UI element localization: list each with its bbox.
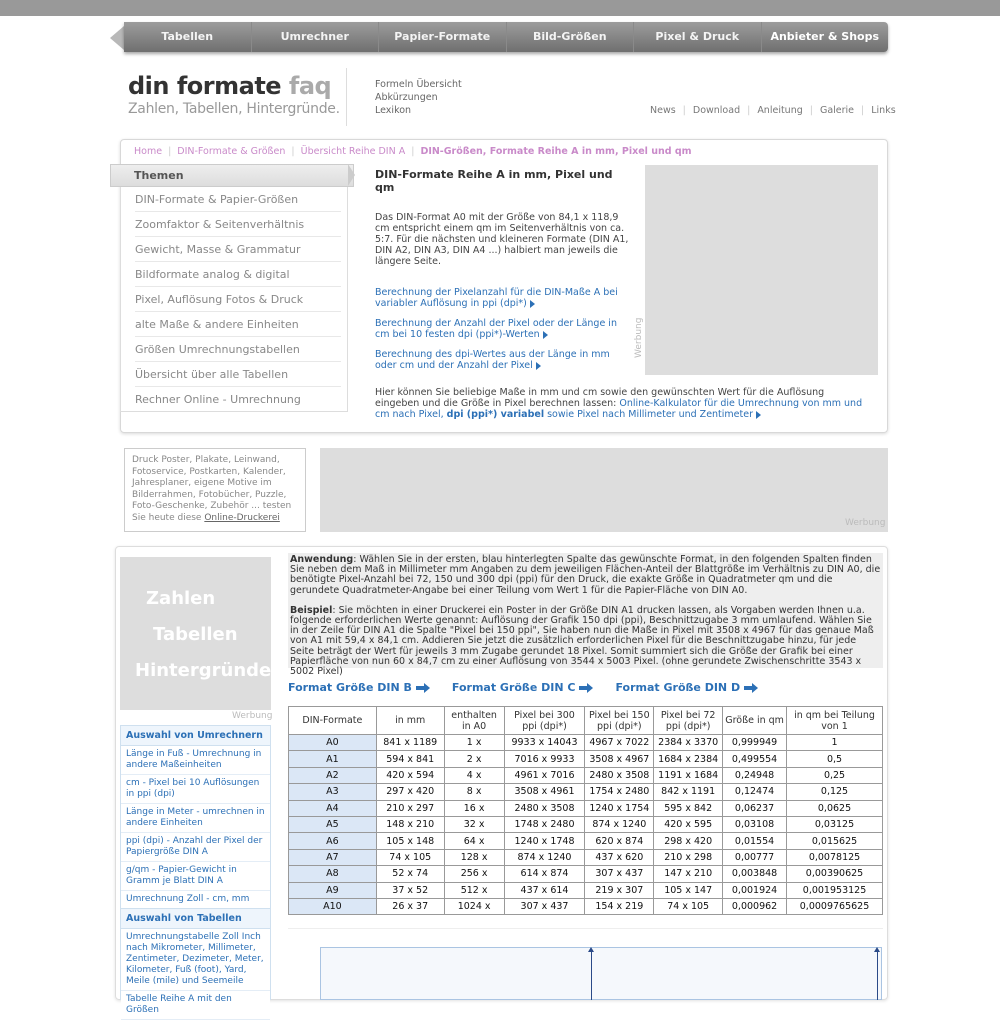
calc-link[interactable]: Online-Kalkulator für die Umrechnung von mm und cm nach Pixel, (375, 398, 863, 420)
table-cell: 74 x 105 (376, 849, 444, 865)
calc-link-2[interactable]: sowie Pixel nach Millimeter und Zentimeter (547, 409, 753, 420)
format-cell[interactable]: A0 (289, 735, 377, 751)
table-cell: 297 x 420 (376, 784, 444, 800)
table-cell: 1024 x (444, 898, 504, 914)
format-cell[interactable]: A9 (289, 882, 377, 898)
table-cell: 0,001924 (723, 882, 787, 898)
table-cell: 4961 x 7016 (504, 767, 585, 783)
example-label: Beispiel (290, 604, 333, 616)
table-cell: 3508 x 4967 (585, 751, 654, 767)
logo-divider (346, 68, 347, 126)
table-cell: 2480 x 3508 (585, 767, 654, 783)
din-a-table (288, 706, 883, 915)
utility-links: News | Download | Anleitung | Galerie | Links (650, 105, 896, 116)
converter-link[interactable]: Länge in Meter - umrechnen in andere Einheiten (121, 804, 270, 833)
link-format-din-b-text: Format Größe DIN B (288, 681, 412, 694)
table-cell: 874 x 1240 (585, 816, 654, 832)
table-cell: 210 x 297 (376, 800, 444, 816)
table-cell: 437 x 614 (504, 882, 585, 898)
link-lexikon[interactable]: Lexikon (375, 105, 412, 116)
col-300ppi: Pixel bei 300 ppi (dpi*) (504, 707, 585, 735)
table-cell: 32 x (444, 816, 504, 832)
table-cell: 147 x 210 (654, 866, 723, 882)
table-cell: 1754 x 2480 (585, 784, 654, 800)
converter-link[interactable]: cm - Pixel bei 10 Auflösungen in ppi (dpi) (121, 775, 270, 804)
table-cell: 3508 x 4961 (504, 784, 585, 800)
link-pixelanzahl[interactable] (375, 287, 630, 309)
format-cell[interactable]: A5 (289, 816, 377, 832)
format-cell[interactable]: A8 (289, 866, 377, 882)
themes-arrow-icon (348, 164, 355, 186)
ad-box-right[interactable] (645, 165, 878, 375)
link-format-din-d-text: Format Größe DIN D (615, 681, 741, 694)
main-navigation (110, 22, 890, 54)
separator-line (288, 928, 883, 929)
col-din-formate: DIN-Formate (289, 707, 377, 735)
col-enthalten: enthalten in A0 (444, 707, 504, 735)
converter-box-title: Auswahl von Umrechnern (121, 726, 270, 746)
table-cell: 0,00777 (723, 849, 787, 865)
link-download[interactable]: Download (692, 105, 741, 116)
table-cell: 210 x 298 (654, 849, 723, 865)
col-mm: in mm (376, 707, 444, 735)
table-row (289, 767, 883, 783)
table-cell: 614 x 874 (504, 866, 585, 882)
table-cell: 37 x 52 (376, 882, 444, 898)
top-links (375, 78, 462, 117)
table-row (289, 866, 883, 882)
table-row (289, 898, 883, 914)
table-cell: 74 x 105 (654, 898, 723, 914)
promo-line: Zahlen (146, 588, 216, 609)
table-cell: 154 x 219 (585, 898, 654, 914)
table-row (289, 816, 883, 832)
diagram-line (877, 950, 878, 1000)
format-cell[interactable]: A1 (289, 751, 377, 767)
print-ad-body: Druck Poster, Plakate, Leinwand, Fotoservice, Postkarten, Kalender, Jahresplaner, eigene Motive im Bilderrahmen, Fotobücher, Puzzle, Foto-Geschenke, Zubehör ... testen Sie heute diese (132, 455, 292, 523)
logo-title: din formate (128, 72, 289, 100)
table-cell: 0,00390625 (787, 866, 883, 882)
themes-list (120, 187, 348, 412)
table-cell: 0,24948 (723, 767, 787, 783)
table-cell: 1748 x 2480 (504, 816, 585, 832)
table-cell: 0,0009765625 (787, 898, 883, 914)
breadcrumb-current: DIN-Größen, Formate Reihe A in mm, Pixel und qm (420, 146, 692, 157)
table-cell: 0,5 (787, 751, 883, 767)
table-cell: 1684 x 2384 (654, 751, 723, 767)
table-cell: 16 x (444, 800, 504, 816)
table-cell: 0,03108 (723, 816, 787, 832)
ad-label: Werbung (634, 317, 644, 358)
themes-heading: Themen (110, 164, 354, 187)
table-cell: 2 x (444, 751, 504, 767)
link-formeln[interactable]: Formeln Übersicht (375, 79, 462, 90)
col-72ppi: Pixel bei 72 ppi (dpi*) (654, 707, 723, 735)
theme-item[interactable]: Übersicht über alle Tabellen (135, 362, 341, 387)
theme-item[interactable]: DIN-Formate & Papier-Größen (135, 187, 341, 212)
diagram-line (591, 950, 592, 1000)
table-cell: 874 x 1240 (504, 849, 585, 865)
table-cell: 0,999949 (723, 735, 787, 751)
link-anzahl-pixel-text: Berechnung der Anzahl der Pixel oder der Länge in cm bei 10 festen dpi (ppi*)-Werten (375, 318, 617, 340)
table-cell: 298 x 420 (654, 833, 723, 849)
link-format-din-d[interactable] (615, 681, 758, 694)
table-row (289, 882, 883, 898)
promo-line: Tabellen (153, 624, 238, 645)
site-logo[interactable] (128, 72, 340, 117)
table-cell: 0,25 (787, 767, 883, 783)
triangle-right-icon (536, 362, 541, 370)
table-cell: 0,015625 (787, 833, 883, 849)
promo-image[interactable] (120, 557, 271, 710)
table-cell: 105 x 147 (654, 882, 723, 898)
content-intro: Das DIN-Format A0 mit der Größe von 84,1 x 118,9 cm entspricht einem qm im Seitenverhältnis von ca. 5:7. Für die nächsten und kleineren Formate (DIN A1, DIN A2, DIN A3, DIN A4 ...) halbiert man jeweils die längere Seite. (375, 212, 629, 267)
format-cell[interactable]: A2 (289, 767, 377, 783)
theme-item[interactable]: Rechner Online - Umrechnung (135, 393, 301, 406)
link-format-din-c[interactable] (452, 681, 594, 694)
table-cell: 307 x 437 (585, 866, 654, 882)
col-qm: Größe in qm (723, 707, 787, 735)
converter-link[interactable]: Umrechnung Zoll - cm, mm (121, 891, 270, 909)
nav-anbieter-shops[interactable]: Anbieter & Shops (770, 30, 880, 43)
table-cell: 1240 x 1754 (585, 800, 654, 816)
table-cell: 307 x 437 (504, 898, 585, 914)
table-link[interactable]: Tabelle Reihe A mit den Größen (121, 991, 270, 1020)
format-cell[interactable]: A6 (289, 833, 377, 849)
print-ad-link[interactable]: Online-Druckerei (204, 512, 280, 523)
usage-explanation (288, 553, 883, 678)
content-column (375, 168, 630, 380)
calculator-text (375, 387, 867, 420)
breadcrumb: Home | DIN-Formate & Größen | Übersicht Reihe DIN A | DIN-Größen, Formate Reihe A in mm, Pixel und qm (134, 146, 692, 157)
table-cell: 842 x 1191 (654, 784, 723, 800)
triangle-right-icon (543, 331, 548, 339)
table-cell: 148 x 210 (376, 816, 444, 832)
arrow-right-icon (416, 683, 430, 692)
link-news[interactable]: News (650, 105, 676, 116)
breadcrumb-home[interactable]: Home (134, 146, 163, 157)
arrow-up-icon (874, 947, 880, 952)
breadcrumb-uebersicht[interactable]: Übersicht Reihe DIN A (300, 146, 406, 157)
table-cell: 595 x 842 (654, 800, 723, 816)
table-cell: 0,01554 (723, 833, 787, 849)
table-cell: 9933 x 14043 (504, 735, 585, 751)
table-cell: 52 x 74 (376, 866, 444, 882)
theme-item[interactable]: Pixel, Auflösung Fotos & Druck (135, 287, 341, 312)
table-cell: 1191 x 1684 (654, 767, 723, 783)
table-row (289, 833, 883, 849)
table-cell: 256 x (444, 866, 504, 882)
link-galerie[interactable]: Galerie (819, 105, 855, 116)
table-cell: 512 x (444, 882, 504, 898)
table-selection-box (120, 908, 271, 1015)
arrow-up-icon (588, 947, 594, 952)
table-cell: 1 (787, 735, 883, 751)
ad-label: Werbung (232, 711, 273, 721)
col-150ppi: Pixel bei 150 ppi (dpi*) (585, 707, 654, 735)
format-cell[interactable]: A4 (289, 800, 377, 816)
content-title: DIN-Formate Reihe A in mm, Pixel und qm (375, 168, 613, 194)
nav-tabellen[interactable]: Tabellen (124, 22, 252, 52)
table-cell: 594 x 841 (376, 751, 444, 767)
table-cell: 0,0625 (787, 800, 883, 816)
converter-selection-box (120, 725, 271, 910)
ad-box-banner[interactable] (320, 448, 888, 532)
nav-umrechner[interactable]: Umrechner (252, 22, 380, 52)
theme-item[interactable]: alte Maße & andere Einheiten (135, 312, 341, 337)
link-anzahl-pixel[interactable] (375, 318, 630, 340)
table-cell: 0,003848 (723, 866, 787, 882)
table-cell: 0,03125 (787, 816, 883, 832)
table-header-row (289, 707, 883, 735)
theme-item[interactable]: Bildformate analog & digital (135, 262, 341, 287)
nav-pixel-druck[interactable]: Pixel & Druck (634, 22, 762, 52)
logo-subtitle: Zahlen, Tabellen, Hintergründe. (128, 101, 340, 117)
table-cell: 841 x 1189 (376, 735, 444, 751)
table-cell: 2384 x 3370 (654, 735, 723, 751)
link-format-din-c-text: Format Größe DIN C (451, 681, 576, 694)
col-qm-teilung: in qm bei Teilung von 1 (787, 707, 883, 735)
format-cell[interactable]: A7 (289, 849, 377, 865)
link-dpi-wert[interactable] (375, 349, 630, 371)
table-cell: 2480 x 3508 (504, 800, 585, 816)
table-cell: 0,125 (787, 784, 883, 800)
format-cell[interactable]: A3 (289, 784, 377, 800)
link-pixelanzahl-text: Berechnung der Pixelanzahl für die DIN-Maße A bei variabler Auflösung in ppi (dpi*) (375, 287, 618, 309)
table-cell: 437 x 620 (585, 849, 654, 865)
calc-link-bold[interactable]: dpi (ppi*) variabel (446, 409, 545, 420)
table-cell: 0,001953125 (787, 882, 883, 898)
table-row (289, 784, 883, 800)
table-cell: 1240 x 1748 (504, 833, 585, 849)
converter-link[interactable]: Länge in Fuß - Umrechnung in andere Maßeinheiten (121, 746, 270, 775)
promo-line: Hintergründe (135, 660, 272, 681)
table-cell: 4 x (444, 767, 504, 783)
table-cell: 219 x 307 (585, 882, 654, 898)
table-cell: 0,06237 (723, 800, 787, 816)
link-dpi-wert-text: Berechnung des dpi-Wertes aus der Länge in mm oder cm und der Anzahl der Pixel (375, 349, 610, 371)
calc-intro: Hier können Sie beliebige Maße in mm und cm sowie den gewünschten Wert für die Auflösung eingeben und die Größe in Pixel berechnen lassen: (375, 387, 825, 409)
table-box-title: Auswahl von Tabellen (121, 909, 270, 929)
usage-text: : Wählen Sie in der ersten, blau hinterlegten Spalte das gewünschte Format, in den folgenden Spalten finden Sie neben dem Maß in Millimeter mm Angaben zu dem jeweiligen Flächen-Anteil der Blattgröße im Verhältnis zu DIN A0, die benötigte Pixel-Anzahl bei 72, 150 und 300 dpi (ppi) für den Druck, die exakte Größe in Quadratmeter qm und die gerundete Quadratmeter-Angabe bei einer Teilung vom Wert 1 für die Papier-Fläche von DIN A0. (290, 554, 881, 596)
table-link[interactable]: Umrechnungstabelle Zoll Inch nach Mikrometer, Millimeter, Zentimeter, Dezimeter, Meter, Kilometer, Fuß (foot), Yard, Meile (mile) und Seemeile (121, 929, 270, 991)
table-cell: 8 x (444, 784, 504, 800)
converter-link[interactable]: g/qm - Papier-Gewicht in Gramm je Blatt DIN A (121, 862, 270, 891)
format-links (288, 681, 780, 694)
nav-arrow-icon (110, 26, 124, 50)
table-cell: 128 x (444, 849, 504, 865)
top-bar (0, 0, 1000, 16)
usage-label: Anwendung (290, 554, 354, 565)
triangle-right-icon (530, 300, 535, 308)
nav-bild-groessen[interactable]: Bild-Größen (507, 22, 635, 52)
table-cell: 620 x 874 (585, 833, 654, 849)
breadcrumb-din-formate[interactable]: DIN-Formate & Größen (177, 146, 286, 157)
table-cell: 7016 x 9933 (504, 751, 585, 767)
link-abkuerzungen[interactable]: Abkürzungen (375, 92, 438, 103)
table-cell: 0,12474 (723, 784, 787, 800)
ad-label: Werbung (845, 518, 886, 528)
link-format-din-b[interactable] (288, 681, 430, 694)
theme-item[interactable]: Zoomfaktor & Seitenverhältnis (135, 212, 341, 237)
table-cell: 0,0078125 (787, 849, 883, 865)
table-row (289, 800, 883, 816)
format-diagram (320, 947, 882, 1000)
table-cell: 420 x 594 (376, 767, 444, 783)
table-row (289, 751, 883, 767)
triangle-right-icon (756, 411, 761, 419)
arrow-right-icon (744, 683, 758, 692)
theme-item[interactable]: Gewicht, Masse & Grammatur (135, 237, 341, 262)
format-cell[interactable]: A10 (289, 898, 377, 914)
table-cell: 1 x (444, 735, 504, 751)
theme-item[interactable]: Größen Umrechnungstabellen (135, 337, 341, 362)
print-ad-text (124, 448, 306, 532)
logo-faq: faq (288, 72, 332, 100)
table-cell: 105 x 148 (376, 833, 444, 849)
table-cell: 420 x 595 (654, 816, 723, 832)
example-text: : Sie möchten in einer Druckerei ein Poster in der Größe DIN A1 drucken lassen, als Vorgaben werden Ihnen u.a. folgende erforderlichen Werte genannt: Auflösung der Grafik 150 dpi (ppi), Beschnittzugabe 3 mm umlaufend. Wählen Sie in der Zeile für DIN A1 die Spalte "Pixel bei 150 ppi", Sie haben nun die Maße in Pixel mit 3508 x 4967 für das genaue Maß von A1 mit 59,4 x 84,1 cm. Addieren Sie jetzt die zusätzlich erforderlichen Pixel für die Beschnittzugabe hinzu, für jede Seite beträgt der Wert für jeweils 3 mm Zugabe gerundet 18 Pixel. Somit summiert sich die Größe der Grafik bei einer Papierfläche von nun 60 x 84,7 cm zu einer Auflösung von 3544 x 5003 Pixel. (ohne gerundete Zwischenschritte 3543 x 5002 Pixel) (290, 604, 874, 678)
table-row (289, 735, 883, 751)
table-cell: 4967 x 7022 (585, 735, 654, 751)
table-cell: 0,499554 (723, 751, 787, 767)
arrow-right-icon (579, 683, 593, 692)
link-links[interactable]: Links (871, 105, 896, 116)
nav-papier-formate[interactable]: Papier-Formate (379, 22, 507, 52)
table-cell: 26 x 37 (376, 898, 444, 914)
link-anleitung[interactable]: Anleitung (757, 105, 803, 116)
table-row (289, 849, 883, 865)
table-cell: 0,000962 (723, 898, 787, 914)
converter-link[interactable]: ppi (dpi) - Anzahl der Pixel der Papiergröße DIN A (121, 833, 270, 862)
table-cell: 64 x (444, 833, 504, 849)
